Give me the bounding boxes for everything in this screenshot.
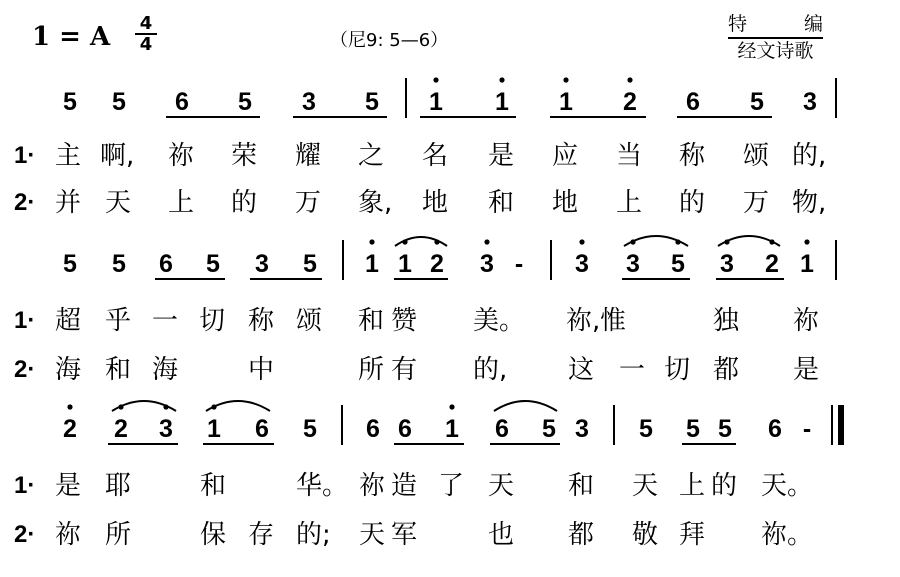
lyric: 都 bbox=[568, 520, 595, 550]
note: 5 bbox=[63, 88, 77, 116]
time-signature-bottom: 4 bbox=[139, 34, 153, 55]
note: 1 bbox=[445, 415, 459, 443]
scripture-reference: （尼9: 5—6） bbox=[330, 30, 449, 51]
lyric: 象, bbox=[358, 188, 393, 218]
note: 5 bbox=[542, 415, 556, 443]
lyric: 万 bbox=[295, 188, 322, 218]
time-signature-top: 4 bbox=[135, 14, 157, 35]
lyric: 和 bbox=[568, 471, 595, 501]
lyric: 乎 bbox=[105, 306, 132, 336]
lyric: 存 bbox=[248, 520, 275, 550]
lyrics-line-5 bbox=[55, 471, 813, 501]
lyric: 的 bbox=[679, 188, 706, 218]
lyric: 和 bbox=[200, 471, 227, 501]
note: 6 bbox=[768, 415, 782, 443]
lyric: 是 bbox=[488, 141, 515, 171]
lyric: 颂 bbox=[743, 141, 770, 171]
note: 5 bbox=[238, 88, 252, 116]
note: 6 bbox=[175, 88, 189, 116]
source-credit: 经文诗歌 bbox=[728, 37, 823, 64]
lyric: 祢 bbox=[359, 471, 386, 501]
lyric: 万 bbox=[743, 188, 770, 218]
lyric: 物, bbox=[792, 188, 827, 218]
octave-dot bbox=[369, 239, 374, 244]
note: 5 bbox=[671, 250, 685, 278]
lyric: 惟 bbox=[600, 306, 627, 336]
verse-number: 2· bbox=[14, 521, 36, 548]
lyric: 保 bbox=[200, 520, 227, 550]
lyric: 都 bbox=[713, 355, 740, 385]
octave-dot bbox=[484, 239, 489, 244]
note: 1 bbox=[207, 415, 221, 443]
verse-number: 1· bbox=[14, 472, 36, 499]
octave-dot bbox=[433, 77, 438, 82]
lyric: 海 bbox=[55, 355, 82, 385]
lyric: 的 bbox=[711, 471, 738, 501]
note: - bbox=[802, 415, 812, 443]
lyric: 有 bbox=[391, 355, 418, 385]
tie-arc bbox=[494, 401, 557, 411]
note: 6 bbox=[159, 250, 173, 278]
arranger-word-2: 编 bbox=[803, 13, 823, 35]
lyric: 啊, bbox=[100, 141, 135, 171]
lyric: 天。 bbox=[761, 471, 814, 501]
note: 1 bbox=[495, 88, 509, 116]
lyric: 和 bbox=[105, 355, 132, 385]
lyric: 的, bbox=[473, 355, 508, 385]
lyric: 拜 bbox=[679, 520, 706, 550]
lyric: 天 bbox=[359, 520, 386, 550]
note: 1 bbox=[429, 88, 443, 116]
octave-dot bbox=[449, 404, 454, 409]
verse-number: 2· bbox=[14, 189, 36, 216]
lyric: 地 bbox=[552, 188, 579, 218]
system-1 bbox=[14, 77, 836, 218]
note: 5 bbox=[639, 415, 653, 443]
note: 3 bbox=[720, 250, 734, 278]
tie-arc bbox=[206, 401, 270, 411]
lyric: 独 bbox=[713, 306, 740, 336]
lyric: 军 bbox=[391, 520, 418, 550]
lyric: 一 bbox=[152, 306, 179, 336]
note: 5 bbox=[365, 88, 379, 116]
lyric: 祢。 bbox=[761, 520, 814, 550]
lyrics-line-2 bbox=[55, 188, 826, 218]
note: 3 bbox=[159, 415, 173, 443]
note: 6 bbox=[495, 415, 509, 443]
lyrics-line-6 bbox=[55, 520, 813, 550]
verse-number: 1· bbox=[14, 307, 36, 334]
lyrics-line-3 bbox=[55, 306, 819, 336]
lyric: 所 bbox=[358, 355, 385, 385]
note: 2 bbox=[623, 88, 637, 116]
arranger-word-1: 特 bbox=[728, 13, 748, 35]
final-bar-thick bbox=[838, 405, 844, 445]
lyric: 祢 bbox=[168, 141, 195, 171]
octave-dot bbox=[627, 77, 632, 82]
lyric: 中 bbox=[248, 355, 275, 385]
lyric: 和 bbox=[488, 188, 515, 218]
lyric: 之 bbox=[358, 141, 385, 171]
note: 1 bbox=[398, 250, 412, 278]
lyric: 上 bbox=[679, 471, 706, 501]
note: 6 bbox=[366, 415, 380, 443]
lyric: 赞 bbox=[391, 306, 418, 336]
note: 5 bbox=[303, 250, 317, 278]
lyric: 祢 bbox=[55, 520, 82, 550]
key-signature: 1 = A bbox=[32, 22, 111, 52]
lyric: 称 bbox=[248, 306, 275, 336]
lyric: 华。 bbox=[296, 471, 349, 501]
lyric: 和 bbox=[358, 306, 385, 336]
lyric: 了 bbox=[438, 471, 465, 501]
lyric: 天 bbox=[632, 471, 659, 501]
note: 3 bbox=[575, 415, 589, 443]
octave-dot bbox=[804, 239, 809, 244]
note: 6 bbox=[255, 415, 269, 443]
lyric: 地 bbox=[422, 188, 449, 218]
verse-number: 1· bbox=[14, 142, 36, 169]
lyric: 祢 bbox=[793, 306, 820, 336]
note: 5 bbox=[686, 415, 700, 443]
lyric: 造 bbox=[391, 471, 418, 501]
lyrics-line-4 bbox=[55, 355, 819, 385]
lyric: 耀 bbox=[295, 141, 322, 171]
lyric: 称 bbox=[679, 141, 706, 171]
note: 1 bbox=[365, 250, 379, 278]
lyric: 祢, bbox=[566, 306, 601, 336]
note: 5 bbox=[112, 88, 126, 116]
note: 5 bbox=[718, 415, 732, 443]
note: 3 bbox=[626, 250, 640, 278]
note: 5 bbox=[750, 88, 764, 116]
note: 3 bbox=[255, 250, 269, 278]
lyrics-line-1 bbox=[55, 141, 826, 171]
note: 3 bbox=[302, 88, 316, 116]
lyric: 耶 bbox=[105, 471, 132, 501]
lyric: 应 bbox=[552, 141, 579, 171]
lyric: 荣 bbox=[231, 141, 258, 171]
lyric: 天 bbox=[105, 188, 132, 218]
lyric: 上 bbox=[168, 188, 195, 218]
lyric: 切 bbox=[664, 355, 691, 385]
lyric: 并 bbox=[55, 188, 82, 218]
note: 3 bbox=[575, 250, 589, 278]
lyric: 主 bbox=[55, 141, 82, 171]
system-2 bbox=[14, 236, 836, 385]
note: - bbox=[514, 250, 524, 278]
lyric: 超 bbox=[55, 306, 82, 336]
lyric: 上 bbox=[616, 188, 643, 218]
octave-dot bbox=[563, 77, 568, 82]
note: 5 bbox=[63, 250, 77, 278]
lyric: 一 bbox=[619, 355, 646, 385]
lyric: 当 bbox=[616, 141, 643, 171]
lyric: 所 bbox=[105, 520, 132, 550]
lyric: 的, bbox=[792, 141, 827, 171]
lyric: 海 bbox=[152, 355, 179, 385]
tie-arc bbox=[395, 237, 447, 246]
lyric: 是 bbox=[793, 355, 820, 385]
note: 3 bbox=[480, 250, 494, 278]
octave-dot bbox=[579, 239, 584, 244]
note: 5 bbox=[112, 250, 126, 278]
lyric: 是 bbox=[55, 471, 82, 501]
octave-dot bbox=[67, 404, 72, 409]
lyric: 名 bbox=[422, 141, 449, 171]
lyric: 的 bbox=[231, 188, 258, 218]
note: 2 bbox=[765, 250, 779, 278]
lyric: 这 bbox=[568, 355, 595, 385]
note: 3 bbox=[803, 88, 817, 116]
lyric: 美。 bbox=[473, 306, 526, 336]
note: 2 bbox=[430, 250, 444, 278]
lyric: 切 bbox=[199, 306, 226, 336]
octave-dot bbox=[499, 77, 504, 82]
note: 5 bbox=[206, 250, 220, 278]
lyric: 天 bbox=[488, 471, 515, 501]
note: 2 bbox=[114, 415, 128, 443]
lyric: 也 bbox=[488, 520, 515, 550]
note: 2 bbox=[63, 415, 77, 443]
note: 6 bbox=[686, 88, 700, 116]
note: 5 bbox=[303, 415, 317, 443]
lyric: 的; bbox=[296, 520, 331, 550]
note: 1 bbox=[559, 88, 573, 116]
verse-number: 2· bbox=[14, 356, 36, 383]
lyric: 敬 bbox=[632, 520, 659, 550]
note: 1 bbox=[800, 250, 814, 278]
system-3 bbox=[14, 401, 844, 550]
note: 6 bbox=[398, 415, 412, 443]
lyric: 颂 bbox=[296, 306, 323, 336]
